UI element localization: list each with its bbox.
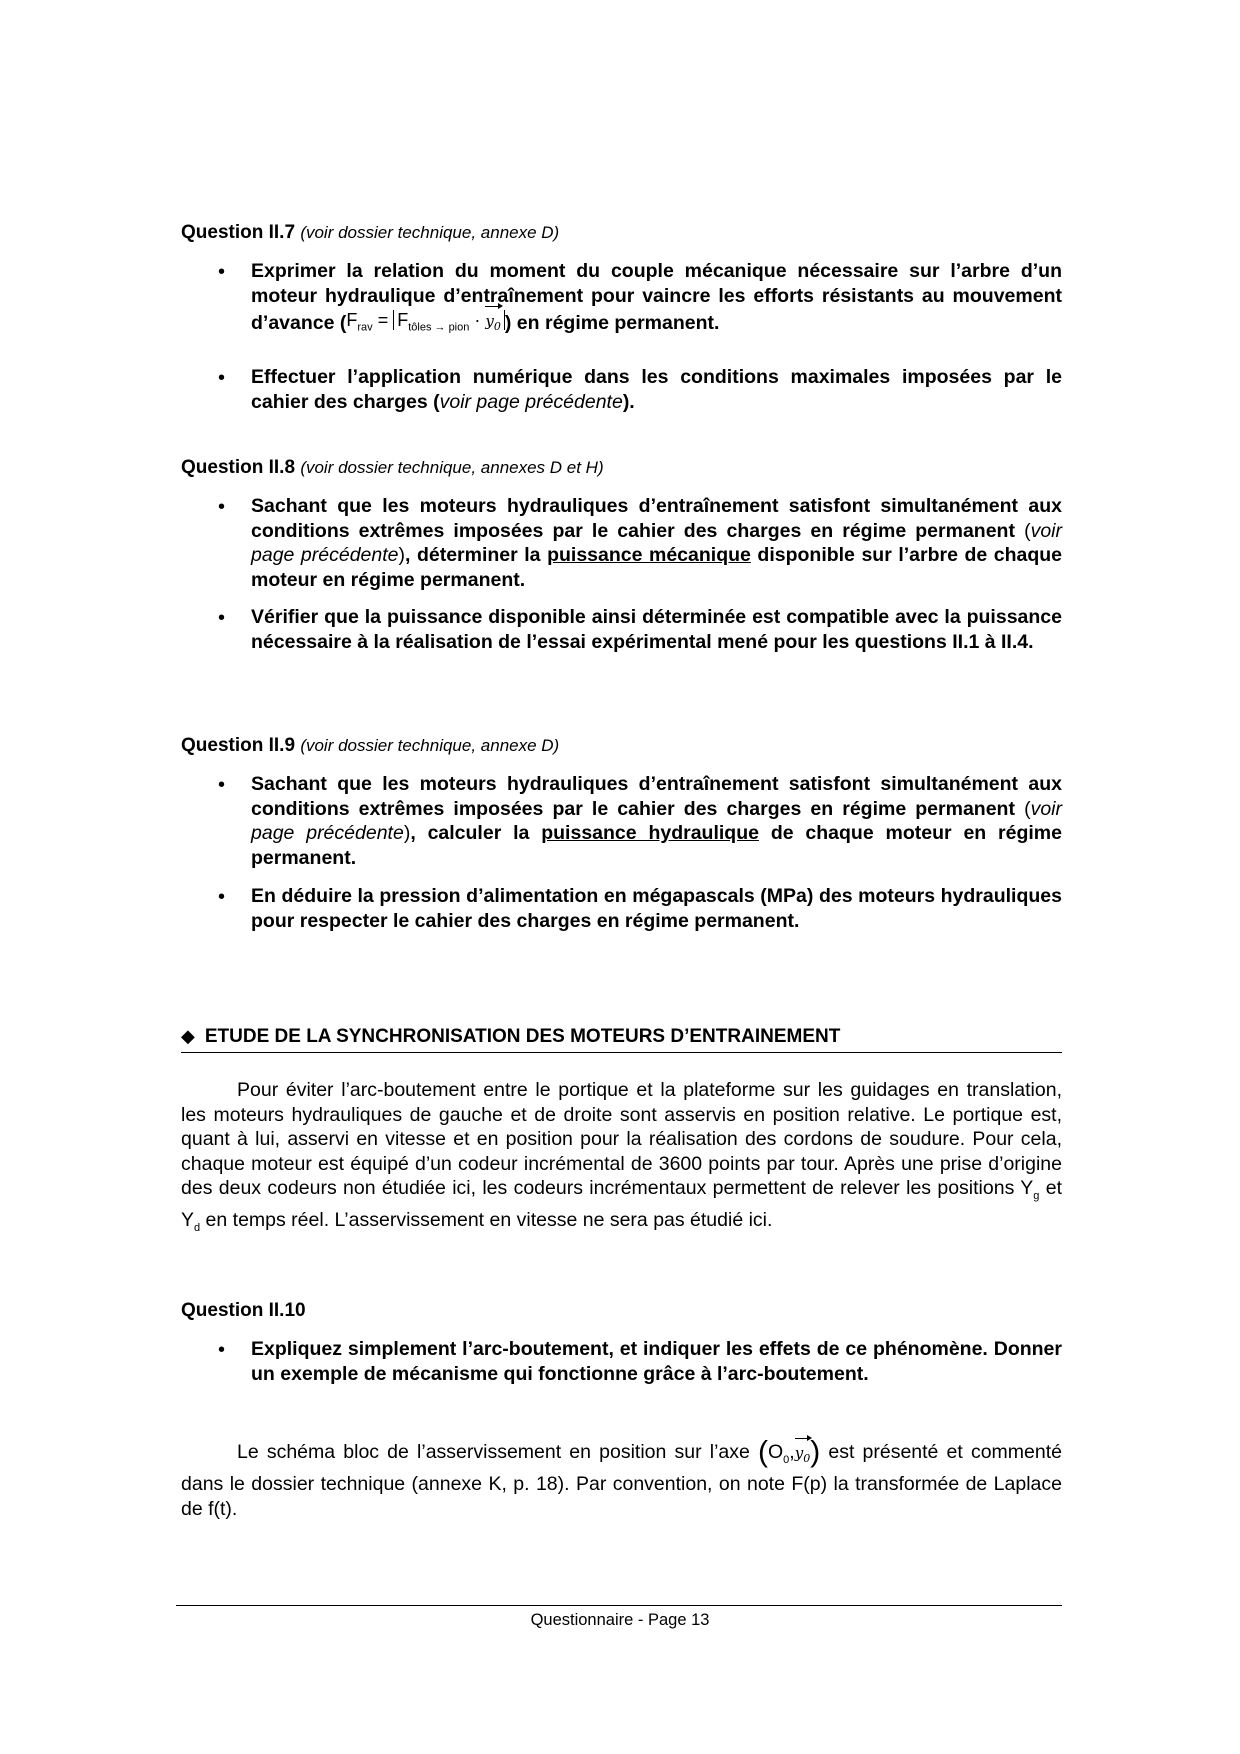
question-label: Question II.8	[181, 457, 296, 478]
formula-operator: =	[377, 310, 389, 330]
bullet-icon: •	[218, 607, 226, 629]
question-reference: (voir dossier technique, annexe D)	[300, 736, 560, 755]
vector-y0	[485, 309, 500, 340]
bullet-icon: •	[218, 261, 226, 283]
subscript: d	[194, 1222, 201, 1235]
page-footer: Questionnaire - Page 13	[530, 1611, 710, 1629]
paren: )	[810, 1435, 821, 1469]
formula-symbol: F	[346, 310, 358, 330]
subscript: 0	[783, 1453, 790, 1466]
bullet-text: En déduire la pression d’alimentation en mégapascals (MPa) des moteurs hydrauliques pour respecter le cahier des charges en régime permanent.	[251, 885, 1062, 932]
underlined-term: puissance hydraulique	[541, 822, 759, 844]
paragraph-text: est présenté et commenté dans le dossier technique (annexe K, p. 18). Par convention, on note F(p) la transformée de Laplace de f(t).	[181, 1441, 1063, 1520]
bullet-text: de chaque moteur en régime permanent.	[251, 822, 1062, 869]
question-II-10-title	[181, 1300, 306, 1322]
paren: (	[1024, 519, 1031, 542]
formula-subscript: tôles → pion	[408, 321, 470, 334]
bullet-icon: •	[218, 367, 226, 389]
bullet-icon: •	[218, 886, 226, 908]
question-II-9-title	[181, 735, 559, 757]
footer-rule	[176, 1605, 1062, 1606]
question-II-7-bullet-1	[251, 259, 1062, 340]
bullet-text: , déterminer la	[405, 544, 541, 566]
vector-y0	[795, 1441, 810, 1472]
section-title: ETUDE DE LA SYNCHRONISATION DES MOTEURS D’ENTRAINEMENT	[204, 1026, 841, 1047]
force-formula	[346, 308, 505, 340]
bullet-text: Expliquez simplement l’arc-boutement, et indiquer les effets de ce phénomène. Donner un exemple de mécanisme qui fonctionne grâce à l’arc-boutement.	[251, 1338, 1062, 1385]
paren: (	[758, 1435, 768, 1469]
bullet-icon: •	[218, 1339, 226, 1361]
formula-norm	[393, 310, 505, 334]
question-II-9-bullet-1	[251, 772, 1062, 870]
paragraph-block-diagram	[181, 1435, 1063, 1521]
question-II-10-bullet-1	[251, 1337, 1062, 1386]
question-II-7-title	[181, 222, 559, 244]
formula-operator: ,	[789, 1441, 795, 1463]
question-II-7-bullet-2	[251, 365, 1062, 414]
formula-operator: ·	[474, 310, 481, 330]
formula-subscript: rav	[357, 321, 373, 334]
bullet-icon: •	[218, 774, 226, 796]
diamond-icon: ◆	[181, 1026, 195, 1046]
paren: )	[398, 544, 405, 566]
bullet-text: Effectuer l’application numérique dans les conditions maximales imposées par le cahier des charges (	[251, 366, 1062, 413]
formula-symbol: O	[768, 1441, 784, 1463]
question-label: Question II.7	[181, 222, 296, 243]
question-reference: (voir dossier technique, annexe D)	[300, 223, 560, 242]
formula-symbol: y	[794, 1444, 804, 1462]
paragraph-text: et Y	[181, 1177, 1063, 1232]
bullet-text: disponible sur l’arbre de chaque moteur en régime permanent.	[251, 544, 1063, 591]
formula-symbol: F	[397, 310, 409, 330]
paragraph-text: Pour éviter l’arc-boutement entre le portique et la plateforme sur les guidages en translation, les moteurs hydrauliques de gauche et de droite sont asservis en position relative. Le portique est, quant à lui, asservi en vitesse et en position pour la réalisation des cordons de soudure. Pour cela, chaque moteur est équipé d’un codeur incrémental de 3600 points par tour. Après une prise d’origine des deux codeurs non étudiée ici, les codeurs incrémentaux permettent de relever les positions Y	[181, 1079, 1062, 1199]
bullet-text: ).	[622, 390, 635, 413]
bullet-text-italic: voir page précédente	[251, 797, 1062, 844]
underlined-term: puissance mécanique	[547, 544, 751, 566]
question-label: Question II.10	[181, 1300, 306, 1321]
bullet-text-italic: voir page précédente	[439, 390, 623, 413]
bullet-text: Sachant que les moteurs hydrauliques d’entraînement satisfont simultanément aux conditions extrêmes imposées par le cahier des charges en régime permanent	[251, 773, 1062, 820]
bullet-text: Sachant que les moteurs hydrauliques d’entraînement satisfont simultanément aux conditions extrêmes imposées par le cahier des charges en régime permanent	[251, 495, 1062, 542]
bullet-text: ) en régime permanent.	[504, 312, 720, 335]
section-heading	[181, 1026, 1062, 1053]
paren: (	[1024, 797, 1031, 820]
bullet-text: , calculer la	[410, 822, 530, 844]
question-II-8-title	[181, 457, 604, 479]
bullet-text: mouvement d’avance (	[251, 284, 1062, 335]
paren: )	[403, 822, 411, 844]
formula-subscript: 0	[493, 320, 501, 333]
question-II-9-bullet-2	[251, 884, 1062, 933]
bullet-text: Vérifier que la puissance disponible ainsi déterminée est compatible avec la puissance nécessaire à la réalisation de l’essai expérimental mené pour les questions II.1 à II.4.	[251, 606, 1062, 653]
question-reference: (voir dossier technique, annexes D et H)	[300, 458, 604, 477]
bullet-text: Exprimer la relation du moment du couple mécanique nécessaire sur l’arbre d’un moteur hydraulique d’entraînement pour vaincre les efforts résistants au	[251, 260, 1062, 307]
subscript: 0	[803, 1452, 811, 1465]
bullet-text-italic: voir page précédente	[251, 519, 1062, 566]
subscript: g	[1033, 1189, 1040, 1202]
formula-symbol: y	[485, 312, 494, 330]
paragraph-text: en temps réel. L’asservissement en vitesse ne sera pas étudié ici.	[200, 1209, 773, 1232]
paragraph-text: Le schéma bloc de l’asservissement en position sur l’axe	[237, 1441, 750, 1463]
question-II-8-bullet-2	[251, 605, 1062, 654]
bullet-icon: •	[218, 496, 226, 518]
question-label: Question II.9	[181, 735, 296, 756]
question-II-8-bullet-1	[251, 494, 1062, 592]
paragraph-synchronisation	[181, 1078, 1062, 1241]
